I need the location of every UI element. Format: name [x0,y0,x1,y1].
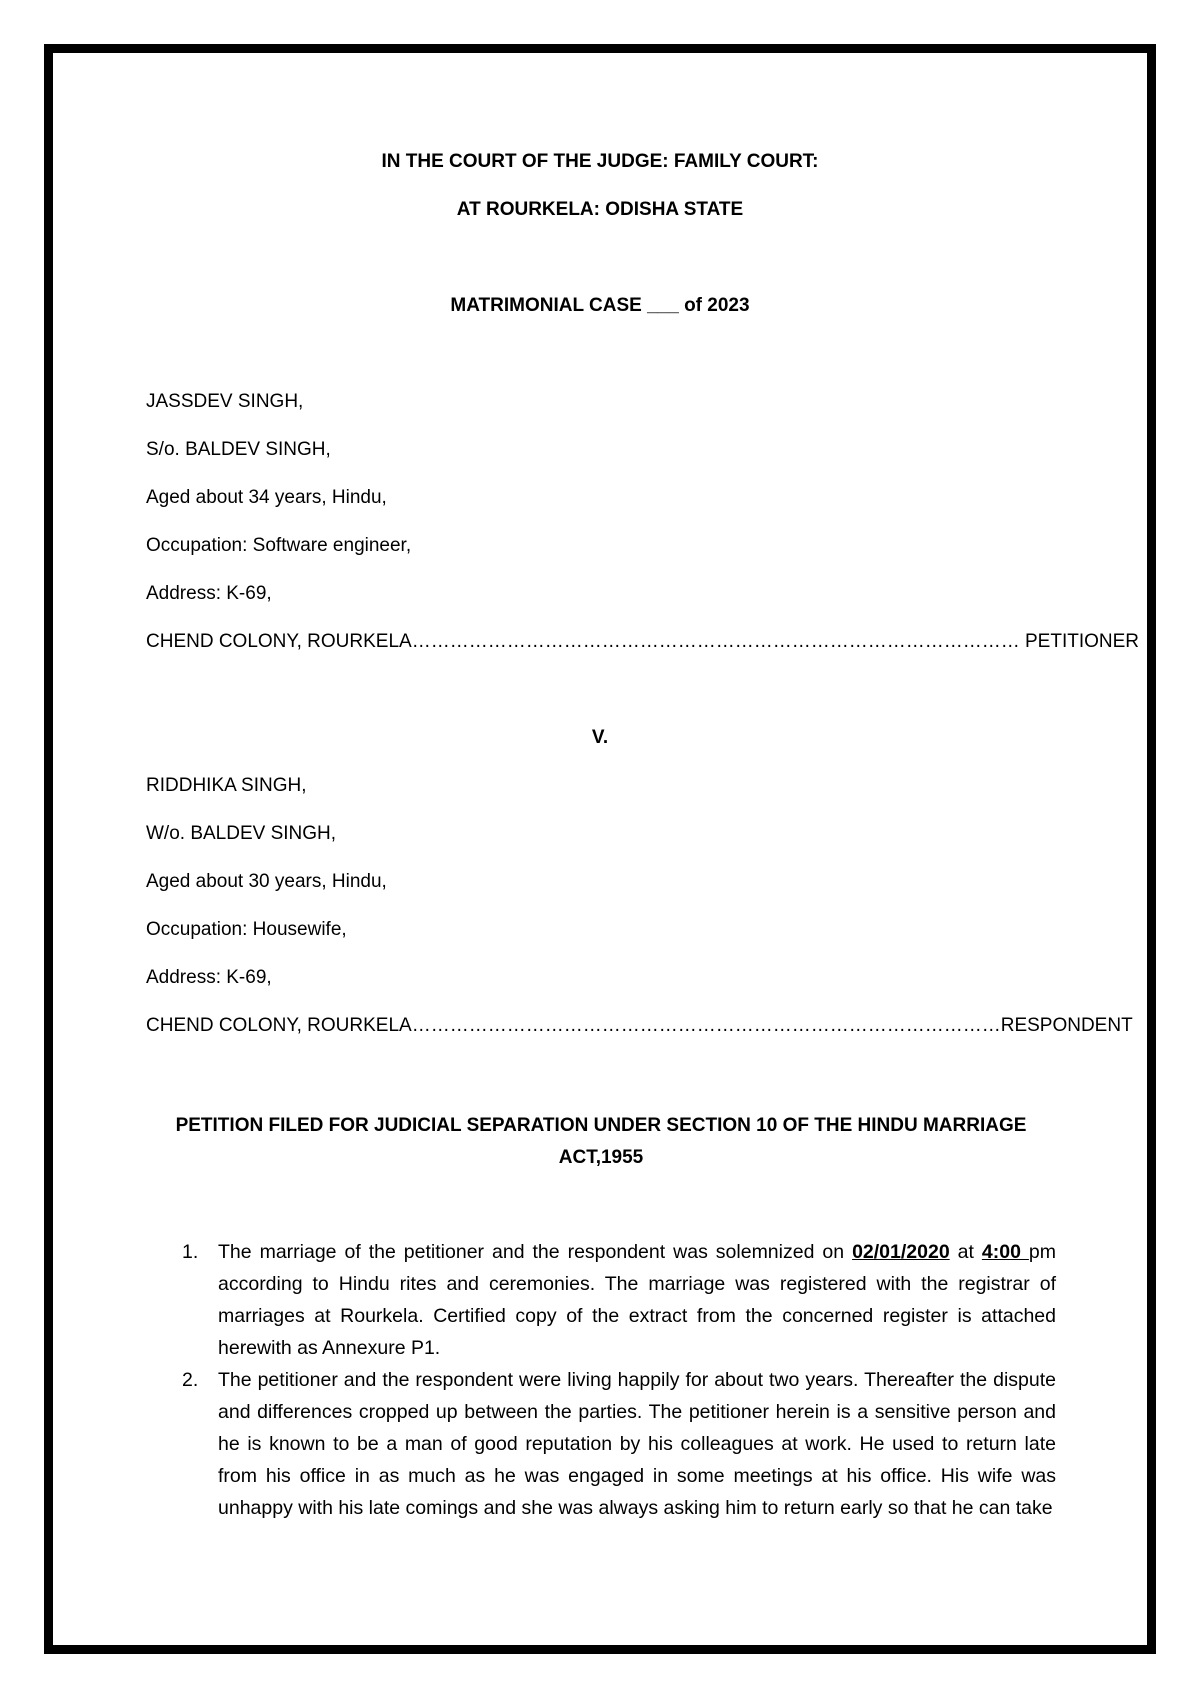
petitioner-address: Address: K-69, [146,583,272,604]
paragraph-1 [146,1236,1056,1364]
petitioner-relation: S/o. BALDEV SINGH, [146,439,331,460]
paragraph-1-text-c: pm according to Hindu rites and ceremonies. The marriage was registered with the registrar of marriages at Rourkela. Certified copy of the extract from the concerned register is attached herewith as Annexure P1. [218,1241,1056,1359]
respondent-occupation: Occupation: Housewife, [146,919,347,940]
marriage-date: 02/01/2020 [852,1241,950,1263]
paragraph-1-text-a: The marriage of the petitioner and the respondent was solemnized on [218,1241,853,1263]
versus: V. [591,727,609,748]
paragraph-number: 2. [182,1369,199,1391]
paragraph-2-text: The petitioner and the respondent were living happily for about two years. Thereafter the dispute and differences cropped up between the parties. The petitioner herein is a sensitive person and he is known to be a man of good reputation by his colleagues at work. He used to return late from his office in as much as he was engaged in some meetings at his office. His wife was unhappy with his late comings and she was always asking him to return early so that he can take [218,1369,1056,1519]
respondent-age: Aged about 30 years, Hindu, [146,871,387,892]
petitioner-name: JASSDEV SINGH, [146,391,304,412]
respondent-name: RIDDHIKA SINGH, [146,775,307,796]
respondent-role: RESPONDENT [1000,1015,1133,1036]
marriage-time: 4:00 [981,1241,1029,1263]
respondent-address: Address: K-69, [146,967,272,988]
numbered-paragraphs [146,1236,1056,1524]
case-title: MATRIMONIAL CASE ___ of 2023 [450,295,750,316]
court-heading-line-2: AT ROURKELA: ODISHA STATE [456,199,744,220]
petitioner-locality-line [146,630,1139,654]
paragraph-2 [146,1364,1056,1524]
respondent-locality: CHEND COLONY, ROURKELA [146,1015,412,1036]
paragraph-number: 1. [182,1241,199,1263]
petitioner-age: Aged about 34 years, Hindu, [146,487,387,508]
petitioner-occupation: Occupation: Software engineer, [146,535,412,556]
petitioner-role: PETITIONER [1019,631,1140,652]
court-heading-line-1: IN THE COURT OF THE JUDGE: FAMILY COURT: [381,151,819,172]
petition-title: PETITION FILED FOR JUDICIAL SEPARATION UNDER SECTION 10 OF THE HINDU MARRIAGE ACT,1955 [175,1115,1027,1168]
respondent-locality-line [146,1014,1133,1038]
petitioner-locality: CHEND COLONY, ROURKELA [146,631,412,652]
petitioner-leader-dots: …………………………………………………………………………………… [411,631,1020,652]
paragraph-1-text-b: at [949,1241,982,1263]
respondent-leader-dots: ………………………………………………………………………………… [411,1015,1001,1036]
respondent-relation: W/o. BALDEV SINGH, [146,823,337,844]
